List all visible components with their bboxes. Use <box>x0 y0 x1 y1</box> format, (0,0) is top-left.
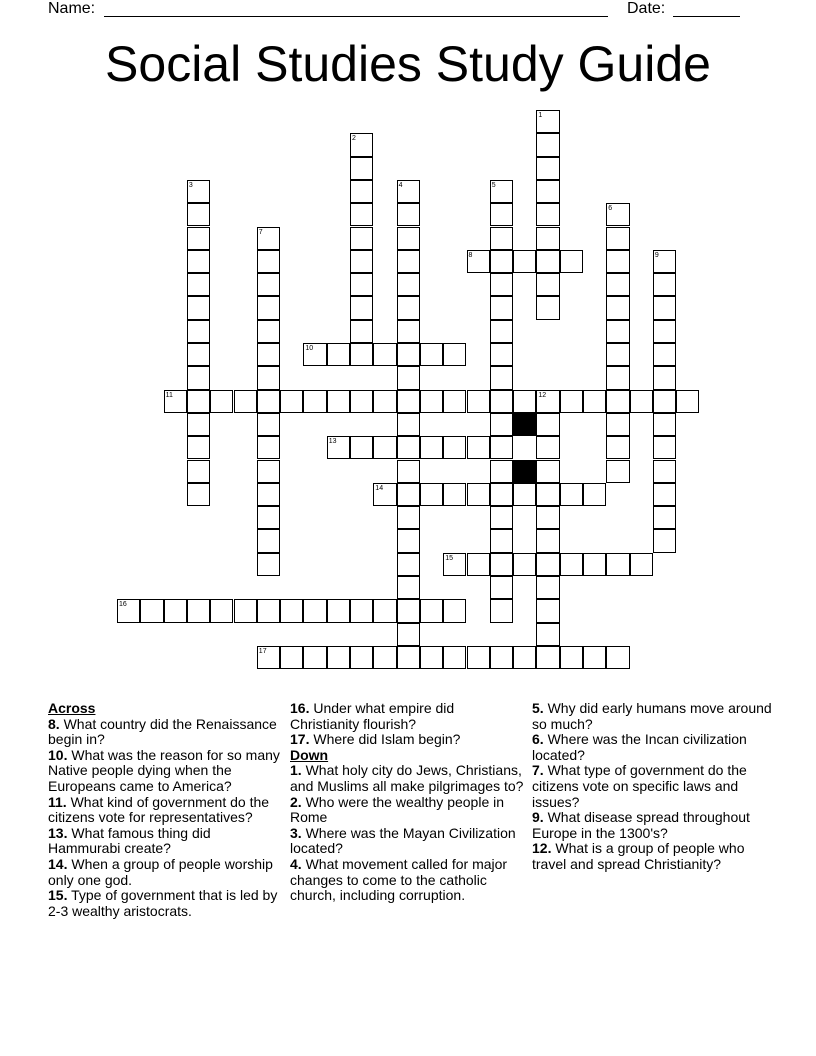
clue-item <box>532 701 772 732</box>
crossword-cell[interactable] <box>234 599 257 622</box>
crossword-cell[interactable] <box>653 343 676 366</box>
clue-column-3 <box>532 701 772 873</box>
cell-number: 13 <box>328 438 337 446</box>
crossword-cell[interactable] <box>443 390 466 413</box>
crossword-cell[interactable] <box>560 390 583 413</box>
crossword-cell[interactable] <box>257 553 280 576</box>
crossword-cell[interactable] <box>397 646 420 669</box>
crossword-cell[interactable] <box>676 390 699 413</box>
crossword-cell[interactable] <box>490 436 513 459</box>
crossword-cell[interactable] <box>397 529 420 552</box>
crossword-cell[interactable] <box>653 366 676 389</box>
name-label: Name: <box>48 0 96 17</box>
crossword-cell[interactable] <box>397 460 420 483</box>
crossword-cell[interactable] <box>536 483 559 506</box>
clue-item <box>48 748 283 795</box>
cell-number: 2 <box>352 135 356 143</box>
crossword-cell[interactable] <box>140 599 163 622</box>
crossword-cell[interactable] <box>490 227 513 250</box>
crossword-cell[interactable] <box>257 599 280 622</box>
crossword-cell[interactable] <box>536 203 559 226</box>
crossword-cell[interactable] <box>373 646 396 669</box>
crossword-cell[interactable] <box>350 646 373 669</box>
crossword-cell[interactable] <box>443 599 466 622</box>
crossword-cell[interactable] <box>560 553 583 576</box>
crossword-cell[interactable] <box>490 203 513 226</box>
clue-number: 3. <box>290 824 302 841</box>
clue-number: 8. <box>48 715 60 732</box>
crossword-cell[interactable] <box>350 133 373 156</box>
crossword-cell[interactable] <box>420 483 443 506</box>
cell-number: 9 <box>654 251 659 259</box>
black-cell <box>513 460 536 483</box>
crossword-cell[interactable] <box>490 366 513 389</box>
crossword-cell[interactable] <box>350 250 373 273</box>
crossword-cell[interactable] <box>536 250 559 273</box>
crossword-cell[interactable] <box>303 599 326 622</box>
crossword-cell[interactable] <box>257 506 280 529</box>
crossword-cell[interactable] <box>257 250 280 273</box>
crossword-cell[interactable] <box>187 460 210 483</box>
crossword-cell[interactable] <box>536 646 559 669</box>
crossword-cell[interactable] <box>490 296 513 319</box>
crossword-cell[interactable] <box>490 413 513 436</box>
crossword-cell[interactable] <box>187 483 210 506</box>
crossword-cell[interactable] <box>257 646 280 669</box>
crossword-cell[interactable] <box>490 390 513 413</box>
crossword-cell[interactable] <box>467 436 490 459</box>
clue-number: 5. <box>532 700 544 716</box>
crossword-cell[interactable] <box>583 483 606 506</box>
crossword-cell[interactable] <box>536 390 559 413</box>
clue-item <box>290 795 525 826</box>
crossword-cell[interactable] <box>187 390 210 413</box>
crossword-cell[interactable] <box>606 646 629 669</box>
crossword-cell[interactable] <box>467 646 490 669</box>
crossword-cell[interactable] <box>187 227 210 250</box>
crossword-cell[interactable] <box>560 646 583 669</box>
clue-item <box>48 826 283 857</box>
crossword-cell[interactable] <box>327 390 350 413</box>
clue-number: 10. <box>48 746 68 763</box>
crossword-cell[interactable] <box>490 506 513 529</box>
clue-text: Where did Islam begin? <box>309 731 461 748</box>
clue-number: 7. <box>532 762 544 779</box>
crossword-cell[interactable] <box>536 599 559 622</box>
crossword-cell[interactable] <box>606 273 629 296</box>
crossword-cell[interactable] <box>327 646 350 669</box>
crossword-cell[interactable] <box>583 646 606 669</box>
clue-text: Why did early humans move around so much? <box>532 700 772 732</box>
crossword-cell[interactable] <box>257 529 280 552</box>
crossword-cell[interactable] <box>513 390 536 413</box>
crossword-cell[interactable] <box>350 273 373 296</box>
crossword-cell[interactable] <box>327 436 350 459</box>
clue-text: What country did the Renaissance begin in? <box>48 715 277 748</box>
cell-number: 4 <box>398 181 403 189</box>
crossword-cell[interactable] <box>327 599 350 622</box>
crossword-cell[interactable] <box>303 343 326 366</box>
crossword-cell[interactable] <box>397 296 420 319</box>
crossword-cell[interactable] <box>653 273 676 296</box>
crossword-cell[interactable] <box>606 553 629 576</box>
crossword-cell[interactable] <box>257 366 280 389</box>
crossword-cell[interactable] <box>350 436 373 459</box>
crossword-cell[interactable] <box>187 366 210 389</box>
cell-number: 7 <box>258 228 263 236</box>
clue-item <box>290 763 525 794</box>
crossword-cell[interactable] <box>303 646 326 669</box>
crossword-cell[interactable] <box>513 483 536 506</box>
black-cell <box>513 413 536 436</box>
crossword-cell[interactable] <box>397 343 420 366</box>
crossword-cell[interactable] <box>350 343 373 366</box>
clue-text: What movement called for major changes to come to the catholic church, including corruption. <box>290 855 508 904</box>
cell-number: 16 <box>119 601 127 609</box>
clue-item <box>48 795 283 826</box>
crossword-cell[interactable] <box>490 553 513 576</box>
clue-text: Who were the wealthy people in Rome <box>290 793 505 826</box>
crossword-cell[interactable] <box>653 436 676 459</box>
crossword-cell[interactable] <box>397 576 420 599</box>
cell-number: 12 <box>538 391 547 399</box>
crossword-cell[interactable] <box>397 273 420 296</box>
clue-number: 4. <box>290 855 302 872</box>
crossword-cell[interactable] <box>606 343 629 366</box>
crossword-cell[interactable] <box>630 553 653 576</box>
clue-item <box>532 732 772 763</box>
crossword-cell[interactable] <box>187 180 210 203</box>
cell-number: 3 <box>188 181 193 189</box>
crossword-cell[interactable] <box>513 250 536 273</box>
cell-number: 6 <box>608 205 613 213</box>
crossword-cell[interactable] <box>280 390 303 413</box>
crossword-cell[interactable] <box>536 296 559 319</box>
clue-number: 6. <box>532 731 544 748</box>
crossword-cell[interactable] <box>187 250 210 273</box>
crossword-cell[interactable] <box>653 390 676 413</box>
clue-item <box>48 717 283 748</box>
crossword-cell[interactable] <box>257 436 280 459</box>
crossword-cell[interactable] <box>536 623 559 646</box>
crossword-cell[interactable] <box>653 506 676 529</box>
crossword-cell[interactable] <box>467 390 490 413</box>
crossword-cell[interactable] <box>653 250 676 273</box>
crossword-cell[interactable] <box>490 483 513 506</box>
crossword-cell[interactable] <box>350 320 373 343</box>
clue-number: 16. <box>290 700 310 716</box>
clue-text: What holy city do Jews, Christians, and Muslims all make pilgrimages to? <box>290 762 524 794</box>
clue-item <box>532 763 772 810</box>
crossword-cell[interactable] <box>257 273 280 296</box>
crossword-cell[interactable] <box>653 296 676 319</box>
clue-text: What famous thing did Hammurabi create? <box>48 824 211 857</box>
clue-text: What type of government do the citizens vote on specific laws and issues? <box>532 762 747 810</box>
crossword-cell[interactable] <box>187 320 210 343</box>
crossword-cell[interactable] <box>257 296 280 319</box>
clue-text: What disease spread throughout Europe in the 1300's? <box>532 809 750 841</box>
clue-text: What was the reason for so many Native people dying when the Europeans came to America? <box>48 746 280 794</box>
crossword-cell[interactable] <box>420 436 443 459</box>
cell-number: 10 <box>305 345 314 352</box>
crossword-cell[interactable] <box>606 366 629 389</box>
clue-item <box>290 857 525 904</box>
cell-number: 5 <box>491 181 496 189</box>
clue-number: 2. <box>290 793 302 810</box>
crossword-cell[interactable] <box>234 390 257 413</box>
crossword-cell[interactable] <box>513 553 536 576</box>
crossword-cell[interactable] <box>467 553 490 576</box>
crossword-cell[interactable] <box>350 180 373 203</box>
crossword-cell[interactable] <box>536 529 559 552</box>
crossword-cell[interactable] <box>187 296 210 319</box>
crossword-cell[interactable] <box>490 343 513 366</box>
crossword-cell[interactable] <box>210 390 233 413</box>
crossword-cell[interactable] <box>536 553 559 576</box>
crossword-cell[interactable] <box>606 436 629 459</box>
clue-number: 14. <box>48 855 68 872</box>
crossword-cell[interactable] <box>490 599 513 622</box>
crossword-cell[interactable] <box>560 483 583 506</box>
crossword-cell[interactable] <box>583 390 606 413</box>
crossword-cell[interactable] <box>187 599 210 622</box>
crossword-cell[interactable] <box>257 320 280 343</box>
crossword-cell[interactable] <box>257 413 280 436</box>
clue-section-heading: Across <box>48 700 96 716</box>
crossword-cell[interactable] <box>467 483 490 506</box>
crossword-cell[interactable] <box>397 366 420 389</box>
crossword-cell[interactable] <box>490 529 513 552</box>
clue-text: What kind of government do the citizens vote for representatives? <box>48 793 270 826</box>
clue-item <box>48 857 283 888</box>
crossword-cell[interactable] <box>350 157 373 180</box>
cell-number: 17 <box>258 647 267 655</box>
clue-number: 9. <box>532 809 544 826</box>
clue-number: 11. <box>48 793 67 810</box>
crossword-cell[interactable] <box>536 180 559 203</box>
crossword-cell[interactable] <box>350 390 373 413</box>
crossword-cell[interactable] <box>373 599 396 622</box>
crossword-cell[interactable] <box>397 320 420 343</box>
cell-number: 15 <box>445 554 453 562</box>
clue-column-2 <box>290 701 525 904</box>
crossword-cell[interactable] <box>397 413 420 436</box>
crossword-cell[interactable] <box>350 296 373 319</box>
cell-number: 14 <box>375 484 384 492</box>
crossword-cell[interactable] <box>490 250 513 273</box>
crossword-cell[interactable] <box>653 529 676 552</box>
crossword-cell[interactable] <box>513 646 536 669</box>
crossword-cell[interactable] <box>397 436 420 459</box>
clue-section-heading: Down <box>290 746 329 763</box>
crossword-cell[interactable] <box>397 180 420 203</box>
clue-text: What is a group of people who travel and spread Christianity? <box>532 840 745 872</box>
clue-item <box>532 841 772 872</box>
crossword-cell[interactable] <box>280 599 303 622</box>
clue-text: Where was the Incan civilization located? <box>532 731 747 763</box>
crossword-cell[interactable] <box>606 413 629 436</box>
clue-number: 1. <box>290 762 302 779</box>
crossword-cell[interactable] <box>630 390 653 413</box>
clue-text: Where was the Mayan Civilization located? <box>290 824 516 857</box>
crossword-cell[interactable] <box>187 343 210 366</box>
crossword-cell[interactable] <box>443 646 466 669</box>
crossword-cell[interactable] <box>606 203 629 226</box>
clue-number: 12. <box>532 840 552 857</box>
clue-item <box>290 701 525 732</box>
clue-item <box>532 810 772 841</box>
crossword-cell[interactable] <box>536 576 559 599</box>
crossword-cell[interactable] <box>420 646 443 669</box>
crossword-cell[interactable] <box>257 343 280 366</box>
crossword-cell[interactable] <box>350 203 373 226</box>
crossword-cell[interactable] <box>280 646 303 669</box>
crossword-cell[interactable] <box>373 483 396 506</box>
crossword-cell[interactable] <box>653 460 676 483</box>
crossword-cell[interactable] <box>397 553 420 576</box>
clue-text: Type of government that is led by 2-3 wealthy aristocrats. <box>48 887 278 919</box>
clue-item <box>290 826 525 857</box>
clue-item <box>290 732 525 748</box>
crossword-cell[interactable] <box>443 553 466 576</box>
clue-text: When a group of people worship only one god. <box>48 855 273 888</box>
crossword-cell[interactable] <box>536 157 559 180</box>
crossword-cell[interactable] <box>257 483 280 506</box>
page-title: Social Studies Study Guide <box>105 36 711 92</box>
crossword-cell[interactable] <box>536 460 559 483</box>
crossword-cell[interactable] <box>490 460 513 483</box>
crossword-cell[interactable] <box>536 227 559 250</box>
crossword-cell[interactable] <box>606 460 629 483</box>
crossword-cell[interactable] <box>397 250 420 273</box>
crossword-cell[interactable] <box>467 250 490 273</box>
clue-number: 13. <box>48 824 68 841</box>
crossword-cell[interactable] <box>187 273 210 296</box>
crossword-cell[interactable] <box>420 390 443 413</box>
crossword-cell[interactable] <box>187 436 210 459</box>
crossword-cell[interactable] <box>117 599 140 622</box>
crossword-cell[interactable] <box>210 599 233 622</box>
crossword-cell[interactable] <box>397 483 420 506</box>
crossword-cell[interactable] <box>397 623 420 646</box>
crossword-cell[interactable] <box>257 390 280 413</box>
crossword-cell[interactable] <box>420 599 443 622</box>
crossword-cell[interactable] <box>350 227 373 250</box>
crossword-cell[interactable] <box>303 390 326 413</box>
crossword-cell[interactable] <box>373 390 396 413</box>
crossword-cell[interactable] <box>187 203 210 226</box>
crossword-cell[interactable] <box>257 227 280 250</box>
crossword-cell[interactable] <box>606 296 629 319</box>
crossword-cell[interactable] <box>536 133 559 156</box>
cell-number: 1 <box>538 112 543 119</box>
crossword-cell[interactable] <box>443 436 466 459</box>
clue-number: 15. <box>48 887 68 904</box>
crossword-cell[interactable] <box>327 343 350 366</box>
crossword-cell[interactable] <box>490 646 513 669</box>
crossword-cell[interactable] <box>187 413 210 436</box>
crossword-cell[interactable] <box>606 320 629 343</box>
crossword-cell[interactable] <box>397 203 420 226</box>
clue-column-1 <box>48 701 283 919</box>
crossword-cell[interactable] <box>536 506 559 529</box>
crossword-cell[interactable] <box>373 436 396 459</box>
crossword-cell[interactable] <box>420 343 443 366</box>
clue-number: 17. <box>290 731 310 748</box>
crossword-cell[interactable] <box>490 320 513 343</box>
crossword-cell[interactable] <box>536 413 559 436</box>
crossword-cell[interactable] <box>490 576 513 599</box>
cell-number: 8 <box>468 251 473 259</box>
crossword-cell[interactable] <box>536 273 559 296</box>
crossword-cell[interactable] <box>653 320 676 343</box>
crossword-cell[interactable] <box>397 506 420 529</box>
crossword-cell[interactable] <box>606 227 629 250</box>
crossword-cell[interactable] <box>443 483 466 506</box>
crossword-cell[interactable] <box>490 180 513 203</box>
crossword-cell[interactable] <box>373 343 396 366</box>
crossword-cell[interactable] <box>536 110 559 133</box>
crossword-cell[interactable] <box>443 343 466 366</box>
crossword-cell[interactable] <box>653 483 676 506</box>
clue-item <box>48 888 283 919</box>
crossword-cell[interactable] <box>257 460 280 483</box>
clue-text: Under what empire did Christianity flourish? <box>290 700 455 732</box>
crossword-cell[interactable] <box>164 390 187 413</box>
crossword-cell[interactable] <box>560 250 583 273</box>
crossword-cell[interactable] <box>653 413 676 436</box>
crossword-cell[interactable] <box>397 227 420 250</box>
date-label: Date: <box>627 0 666 17</box>
crossword-cell[interactable] <box>164 599 187 622</box>
crossword-cell[interactable] <box>397 599 420 622</box>
cell-number: 11 <box>165 391 173 399</box>
crossword-cell[interactable] <box>583 553 606 576</box>
crossword-cell[interactable] <box>536 436 559 459</box>
crossword-cell[interactable] <box>397 390 420 413</box>
crossword-cell[interactable] <box>350 599 373 622</box>
crossword-cell[interactable] <box>606 250 629 273</box>
crossword-cell[interactable] <box>606 390 629 413</box>
crossword-cell[interactable] <box>490 273 513 296</box>
